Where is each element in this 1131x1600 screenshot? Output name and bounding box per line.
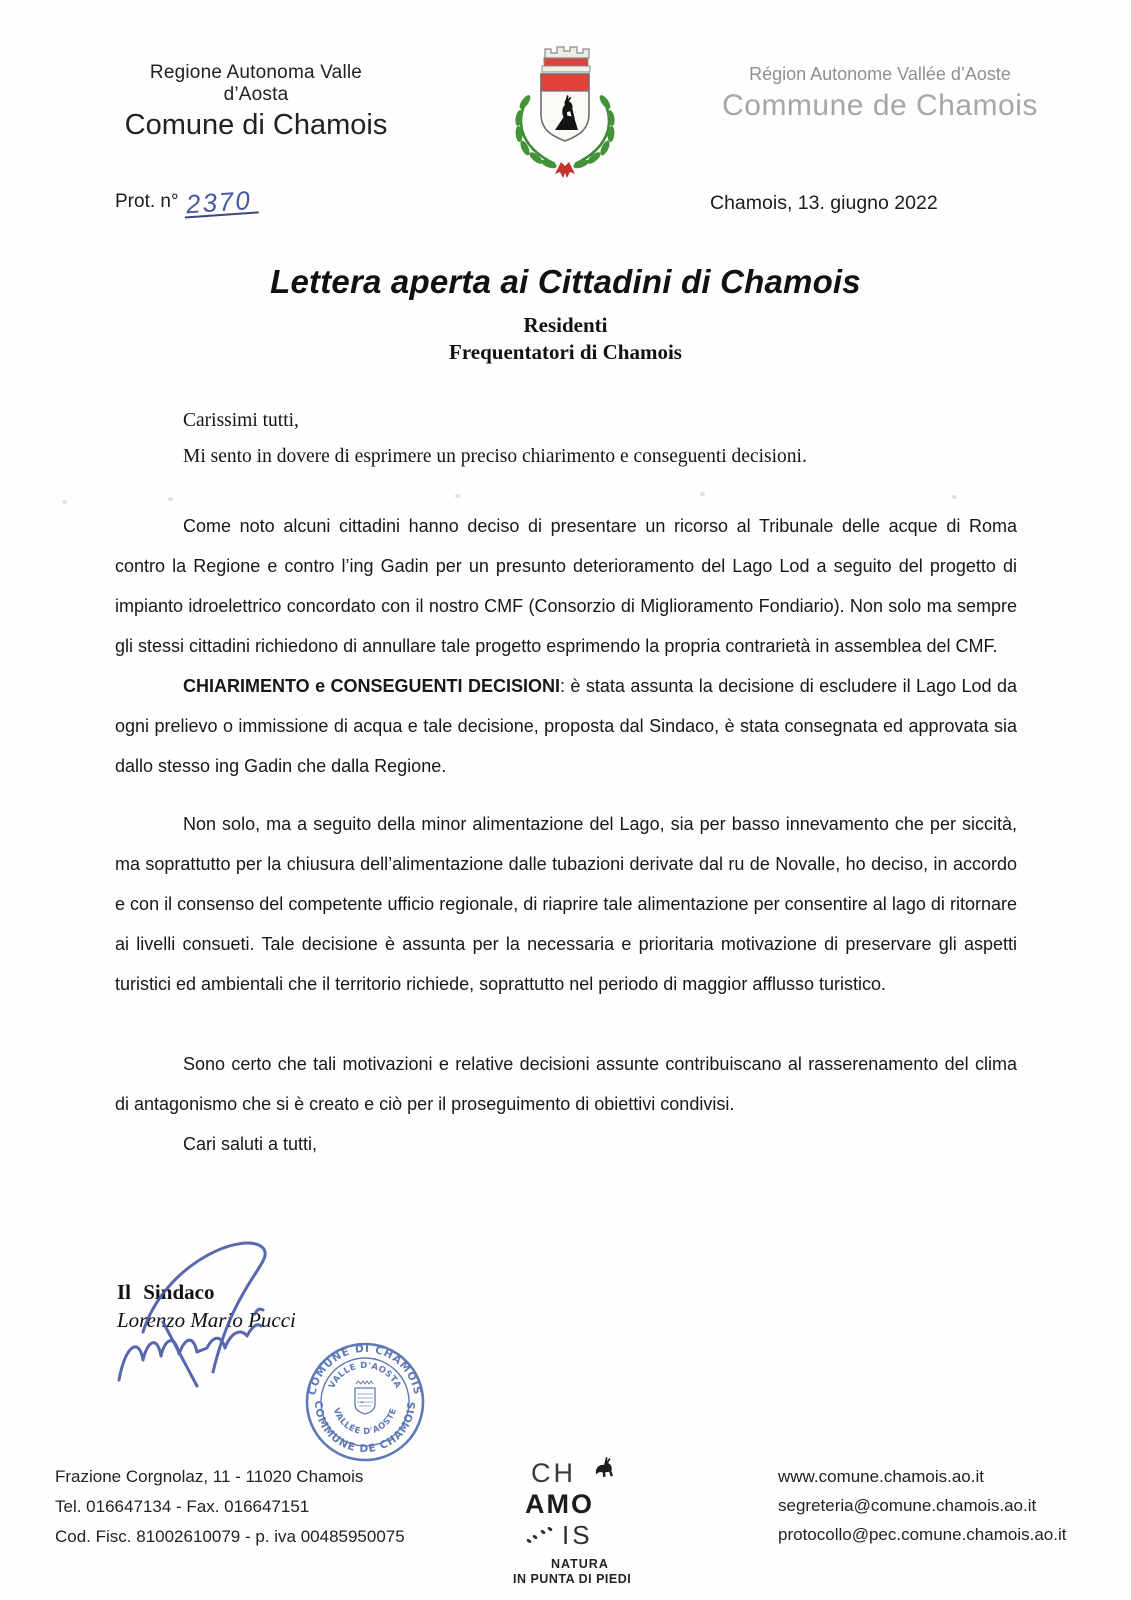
signature-role: Il Sindaco bbox=[117, 1280, 215, 1304]
scan-speck bbox=[62, 500, 67, 504]
logo-tagline-natura: NATURA bbox=[551, 1557, 609, 1571]
footer-contact-block bbox=[55, 1462, 405, 1552]
protocol-number-handwritten: 2370 bbox=[183, 187, 258, 218]
commune-name-it: Comune di Chamois bbox=[124, 109, 388, 141]
scan-speck bbox=[168, 497, 173, 501]
intro-line: Mi sento in dovere di esprimere un preciso chiarimento e conseguenti decisioni. bbox=[183, 446, 807, 467]
protocol-line bbox=[115, 184, 258, 220]
footer-website: www.comune.chamois.ao.it bbox=[778, 1467, 984, 1486]
paragraph-conclusione: Sono certo che tali motivazioni e relative decisioni assunte contribuiscano al rasserenamento del clima di antagonismo che si è creato e ciò per il proseguimento di obiettivi condivisi. bbox=[115, 1054, 1017, 1114]
paragraph-chiarimento-lead: CHIARIMENTO e CONSEGUENTI DECISIONI bbox=[183, 676, 560, 696]
stamp-text-inner-top: VALLE D'AOSTA bbox=[327, 1360, 403, 1391]
salutation: Carissimi tutti, bbox=[183, 410, 299, 431]
stamp-text-outer-bottom: COMMUNE DE CHAMOIS bbox=[311, 1400, 419, 1456]
svg-text:VALLÉE D'AOSTE bbox=[331, 1407, 399, 1437]
footer-fiscal-codes: Cod. Fisc. 81002610079 - p. iva 00485950075 bbox=[55, 1527, 405, 1546]
footer-email: segreteria@comune.chamois.ao.it bbox=[778, 1496, 1037, 1515]
region-name-it: Regione Autonoma Valle d’Aosta bbox=[149, 62, 363, 105]
dateline: Chamois, 13. giugno 2022 bbox=[710, 192, 938, 214]
stamp-text-inner-bottom: VALLÉE D'AOSTE bbox=[330, 1406, 400, 1438]
scan-speck bbox=[700, 492, 705, 496]
footer-phone-fax: Tel. 016647134 - Fax. 016647151 bbox=[55, 1497, 310, 1516]
letter-subtitle-residenti: Residenti bbox=[523, 313, 608, 337]
chamois-tourism-logo bbox=[505, 1458, 645, 1586]
commune-name-fr: Commune de Chamois bbox=[722, 89, 1038, 122]
stamp-crest bbox=[355, 1381, 375, 1414]
letter-body bbox=[115, 506, 1017, 1164]
footer-web-block bbox=[778, 1462, 1066, 1549]
letterhead-italian bbox=[118, 62, 394, 142]
paragraph-chiarimento bbox=[115, 666, 1017, 786]
svg-text:-: - bbox=[360, 1398, 364, 1408]
logo-part-amo: AMO bbox=[525, 1489, 594, 1519]
protocol-label: Prot. n° bbox=[115, 191, 179, 212]
svg-text:VALLE D'AOSTA bbox=[327, 1361, 403, 1390]
coat-of-arms-icon bbox=[503, 34, 627, 185]
footer-pec-email: protocollo@pec.comune.chamois.ao.it bbox=[778, 1525, 1067, 1544]
logo-part-ch: CH bbox=[531, 1458, 576, 1488]
scan-speck bbox=[952, 495, 957, 499]
paragraph-chiarimento-rest: : è stata assunta la decisione di escludere il Lago Lod da ogni prelievo o immissione di acqua e tale decisione, proposta dal Sindaco, è stata consegnata ed approvata sia dallo stesso ing Gadin che dalla Regione. bbox=[115, 676, 1017, 776]
letter-title: Lettera aperta ai Cittadini di Chamois bbox=[270, 263, 861, 300]
paragraph-alimentazione: Non solo, ma a seguito della minor alimentazione del Lago, sia per basso innevamento che per siccità, ma soprattutto per la chiusura dell’alimentazione dalle tubazioni derivate dal ru de Novalle, ho deciso, in accordo e con il consenso del competente ufficio regionale, di riaprire tale alimentazione per consentire al lago di ritornare ai livelli consueti. Tale decisione è assunta per la necessaria e prioritaria motivazione di preservare gli aspetti turistici ed ambientali che il territorio richiede, soprattutto nel periodo di maggior afflusso turistico. bbox=[115, 814, 1017, 994]
letter-subtitle-frequentatori: Frequentatori di Chamois bbox=[449, 340, 682, 364]
footprints-icon bbox=[523, 1524, 557, 1546]
footer-address: Frazione Corgnolaz, 11 - 11020 Chamois bbox=[55, 1467, 364, 1486]
chamois-silhouette-icon bbox=[591, 1448, 617, 1478]
signature-name: Lorenzo Mario Pucci bbox=[117, 1308, 296, 1332]
logo-part-is: IS bbox=[562, 1520, 593, 1550]
stamp-text-outer-top: COMUNE DI CHAMOIS bbox=[306, 1342, 424, 1397]
paragraph-ricorso: Come noto alcuni cittadini hanno deciso di presentare un ricorso al Tribunale delle acque di Roma contro la Regione e contro l’ing Gadin per un presunto deterioramento del Lago Lod a seguito del progetto di impianto idroelettrico concordato con il nostro CMF (Consorzio di Miglioramento Fondiario). Non solo ma sempre gli stessi cittadini richiedono di annullare tale progetto esprimendo la propria contrarietà in assemblea del CMF. bbox=[115, 516, 1017, 656]
municipal-stamp bbox=[303, 1340, 427, 1464]
logo-tagline-in-punta: IN PUNTA DI PIEDI bbox=[513, 1572, 632, 1586]
closing-line: Cari saluti a tutti, bbox=[183, 1134, 318, 1154]
letterhead-french bbox=[720, 64, 1040, 123]
scan-speck bbox=[455, 494, 460, 498]
region-name-fr: Région Autonome Vallée d’Aoste bbox=[749, 64, 1011, 84]
